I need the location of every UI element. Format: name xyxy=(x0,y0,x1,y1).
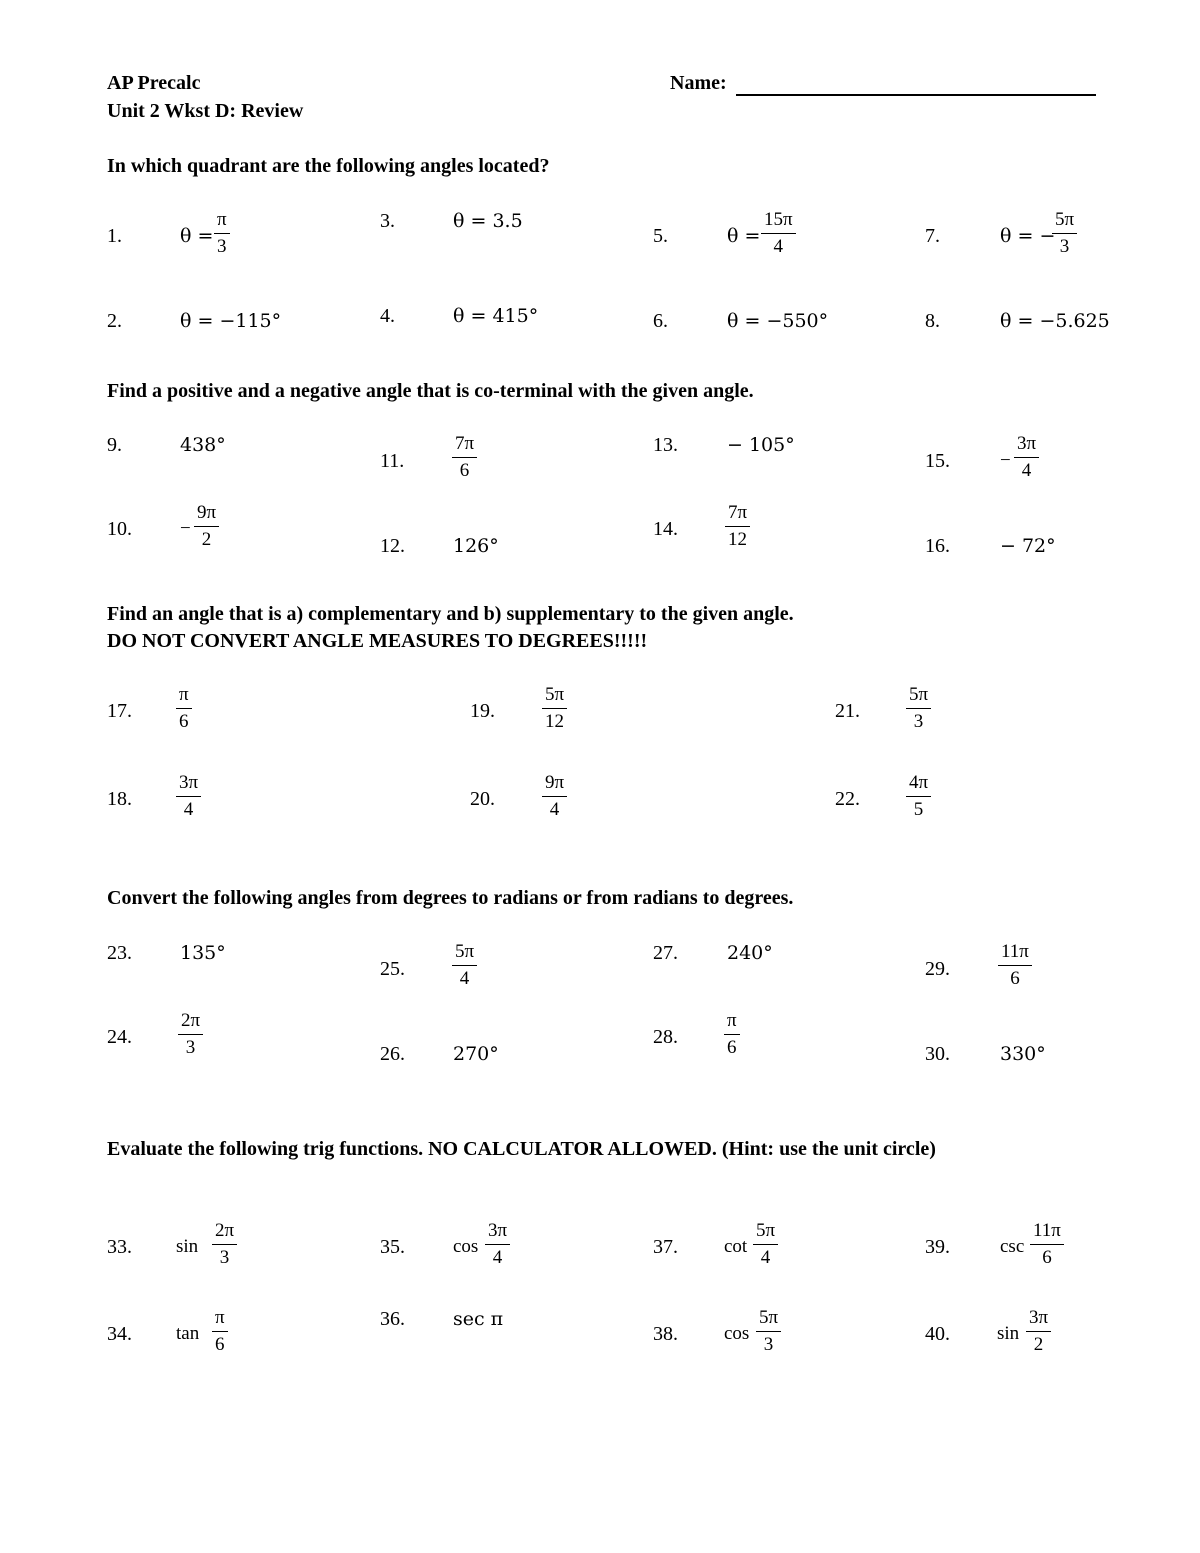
fraction xyxy=(176,773,201,820)
problem-number: 2. xyxy=(107,310,122,332)
fraction xyxy=(194,503,219,550)
denominator: 4 xyxy=(1021,460,1032,481)
problem-number: 11. xyxy=(380,450,405,472)
problem-lhs: θ = − xyxy=(1000,225,1056,247)
problem-expression: 135° xyxy=(180,942,226,964)
problem-expression: 438° xyxy=(180,434,226,456)
problem-number: 23. xyxy=(107,942,132,964)
numerator: 7π xyxy=(725,503,750,527)
problem-number: 8. xyxy=(925,310,940,332)
numerator: 5π xyxy=(1052,210,1077,234)
problem-number: 40. xyxy=(925,1323,950,1345)
problem-expression: 270° xyxy=(453,1043,499,1065)
course-title: AP Precalc xyxy=(107,72,201,94)
trig-function: csc xyxy=(1000,1236,1025,1257)
fraction xyxy=(542,773,567,820)
numerator: 11π xyxy=(1030,1221,1064,1245)
denominator: 4 xyxy=(773,236,784,257)
fraction xyxy=(761,210,796,257)
problem-number: 13. xyxy=(653,434,678,456)
denominator: 4 xyxy=(549,799,560,820)
problem-number: 30. xyxy=(925,1043,950,1065)
denominator: 3 xyxy=(219,1247,230,1268)
numerator: π xyxy=(212,1308,228,1332)
problem-expression: 330° xyxy=(1000,1043,1046,1065)
problem-expression: θ = 3.5 xyxy=(453,210,523,232)
numerator: 3π xyxy=(1014,434,1039,458)
numerator: 4π xyxy=(906,773,931,797)
problem-number: 24. xyxy=(107,1026,132,1048)
fraction xyxy=(1026,1308,1051,1355)
numerator: 3π xyxy=(1026,1308,1051,1332)
fraction xyxy=(542,685,567,732)
problem-number: 20. xyxy=(470,788,495,810)
numerator: 5π xyxy=(756,1308,781,1332)
denominator: 6 xyxy=(459,460,470,481)
denominator: 5 xyxy=(913,799,924,820)
denominator: 6 xyxy=(1042,1247,1052,1268)
numerator: 9π xyxy=(542,773,567,797)
problem-number: 19. xyxy=(470,700,495,722)
denominator: 3 xyxy=(913,711,924,732)
problem-expression: − 105° xyxy=(727,434,795,456)
numerator: 2π xyxy=(212,1221,237,1245)
problem-number: 14. xyxy=(653,518,678,540)
problem-expression: 126° xyxy=(453,535,499,557)
problem-number: 35. xyxy=(380,1236,405,1258)
numerator: 2π xyxy=(178,1011,203,1035)
denominator: 2 xyxy=(201,529,212,550)
problem-number: 18. xyxy=(107,788,132,810)
problem-number: 4. xyxy=(380,305,395,327)
denominator: 6 xyxy=(179,711,189,732)
numerator: 5π xyxy=(906,685,931,709)
problem-number: 39. xyxy=(925,1236,950,1258)
problem-number: 12. xyxy=(380,535,405,557)
fraction xyxy=(176,685,192,732)
numerator: 5π xyxy=(753,1221,778,1245)
problem-expression: θ = 415° xyxy=(453,305,539,327)
denominator: 4 xyxy=(459,968,470,989)
problem-number: 6. xyxy=(653,310,668,332)
numerator: 3π xyxy=(485,1221,510,1245)
fraction xyxy=(1014,434,1039,481)
problem-expression: θ = −115° xyxy=(180,310,282,332)
numerator: π xyxy=(176,685,192,709)
problem-number: 38. xyxy=(653,1323,678,1345)
fraction xyxy=(756,1308,781,1355)
denominator: 6 xyxy=(215,1334,225,1355)
problem-number: 37. xyxy=(653,1236,678,1258)
problem-number: 27. xyxy=(653,942,678,964)
denominator: 3 xyxy=(185,1037,196,1058)
problem-lhs: θ = xyxy=(180,225,214,247)
problem-number: 3. xyxy=(380,210,395,232)
problem-number: 34. xyxy=(107,1323,132,1345)
section-instruction-quadrant: In which quadrant are the following angles located? xyxy=(107,155,550,177)
problem-number: 16. xyxy=(925,535,950,557)
denominator: 4 xyxy=(492,1247,503,1268)
problem-expression: − 72° xyxy=(1000,535,1056,557)
problem-number: 25. xyxy=(380,958,405,980)
problem-number: 1. xyxy=(107,225,122,247)
fraction xyxy=(214,210,230,257)
fraction xyxy=(452,434,477,481)
fraction xyxy=(1030,1221,1064,1268)
trig-function: sin xyxy=(997,1323,1020,1344)
fraction xyxy=(452,942,477,989)
numerator: 5π xyxy=(452,942,477,966)
trig-function: tan xyxy=(176,1323,200,1344)
problem-number: 26. xyxy=(380,1043,405,1065)
problem-expression: θ = −550° xyxy=(727,310,829,332)
problem-number: 22. xyxy=(835,788,860,810)
denominator: 2 xyxy=(1033,1334,1044,1355)
problem-number: 9. xyxy=(107,434,122,456)
problem-number: 17. xyxy=(107,700,132,722)
negative-sign: − xyxy=(1000,450,1011,471)
numerator: 5π xyxy=(542,685,567,709)
numerator: 15π xyxy=(761,210,796,234)
numerator: 3π xyxy=(176,773,201,797)
denominator: 3 xyxy=(217,236,227,257)
worksheet-title: Unit 2 Wkst D: Review xyxy=(107,100,304,122)
denominator: 12 xyxy=(545,711,565,732)
fraction xyxy=(753,1221,778,1268)
section-instruction-comp-supp: Find an angle that is a) complementary and b) supplementary to the given angle. xyxy=(107,603,794,625)
denominator: 6 xyxy=(727,1037,737,1058)
fraction xyxy=(212,1221,237,1268)
name-label: Name: xyxy=(670,72,727,94)
problem-number: 36. xyxy=(380,1308,405,1330)
fraction xyxy=(1052,210,1077,257)
problem-expression: sec π xyxy=(453,1308,504,1330)
fraction xyxy=(178,1011,203,1058)
problem-number: 28. xyxy=(653,1026,678,1048)
name-field-line[interactable] xyxy=(736,94,1096,96)
fraction xyxy=(212,1308,228,1355)
denominator: 12 xyxy=(728,529,748,550)
problem-expression: θ = −5.625 xyxy=(1000,310,1110,332)
trig-function: cos xyxy=(724,1323,750,1344)
section-instruction-convert: Convert the following angles from degrees to radians or from radians to degrees. xyxy=(107,887,794,909)
problem-number: 15. xyxy=(925,450,950,472)
numerator: 7π xyxy=(452,434,477,458)
denominator: 4 xyxy=(760,1247,771,1268)
trig-function: sin xyxy=(176,1236,199,1257)
fraction xyxy=(485,1221,510,1268)
denominator: 3 xyxy=(763,1334,774,1355)
fraction xyxy=(906,685,931,732)
numerator: 9π xyxy=(194,503,219,527)
fraction xyxy=(906,773,931,820)
denominator: 4 xyxy=(183,799,194,820)
problem-number: 5. xyxy=(653,225,668,247)
section-warning: DO NOT CONVERT ANGLE MEASURES TO DEGREES!!!!! xyxy=(107,630,648,652)
denominator: 3 xyxy=(1059,236,1070,257)
problem-lhs: θ = xyxy=(727,225,761,247)
trig-function: cot xyxy=(724,1236,748,1257)
negative-sign: − xyxy=(180,518,191,539)
problem-number: 29. xyxy=(925,958,950,980)
denominator: 6 xyxy=(1010,968,1020,989)
problem-expression: 240° xyxy=(727,942,773,964)
numerator: π xyxy=(214,210,230,234)
fraction xyxy=(724,1011,740,1058)
section-instruction-coterminal: Find a positive and a negative angle that is co-terminal with the given angle. xyxy=(107,380,754,402)
problem-number: 10. xyxy=(107,518,132,540)
trig-function: cos xyxy=(453,1236,479,1257)
fraction xyxy=(998,942,1032,989)
problem-number: 33. xyxy=(107,1236,132,1258)
numerator: π xyxy=(724,1011,740,1035)
problem-number: 7. xyxy=(925,225,940,247)
fraction xyxy=(725,503,750,550)
problem-number: 21. xyxy=(835,700,860,722)
numerator: 11π xyxy=(998,942,1032,966)
section-instruction-trig: Evaluate the following trig functions. NO CALCULATOR ALLOWED. (Hint: use the unit circle) xyxy=(107,1138,936,1160)
